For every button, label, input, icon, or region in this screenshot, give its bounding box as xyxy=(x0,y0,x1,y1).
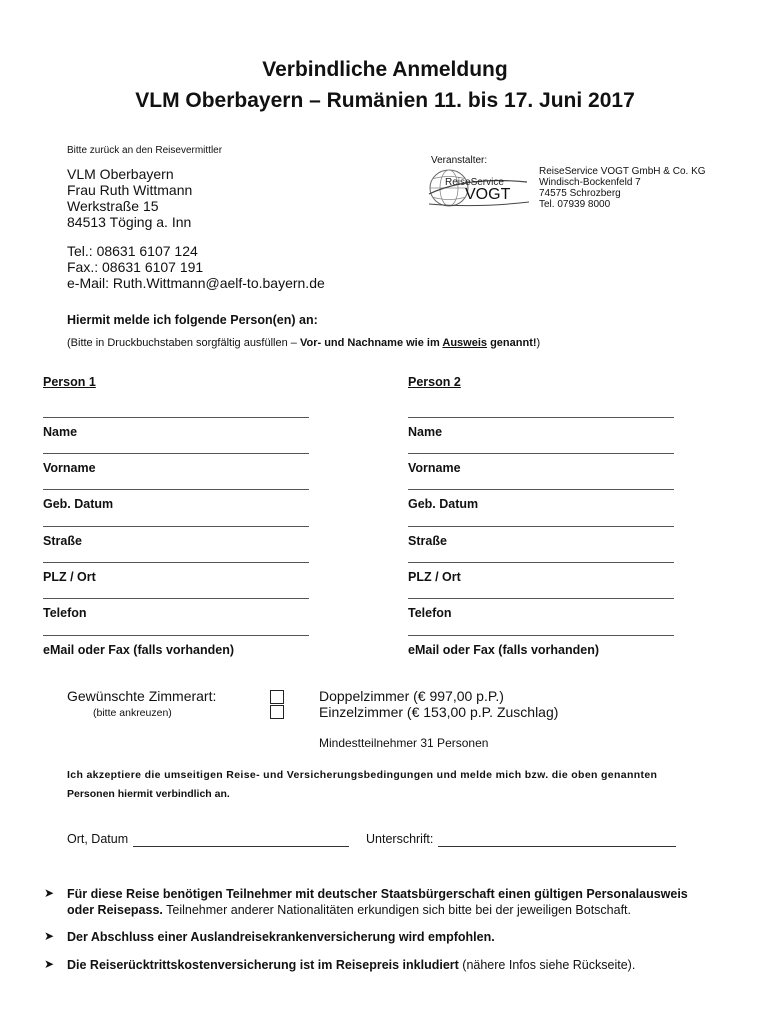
person2-email-line[interactable] xyxy=(408,635,674,636)
person2-firstname-label: Vorname xyxy=(408,461,461,475)
acceptance-line2: Personen hiermit verbindlich an. xyxy=(67,788,230,800)
person1-city-label: PLZ / Ort xyxy=(43,570,96,584)
acceptance-line1: Ich akzeptiere die umseitigen Reise- und Versicherungsbedingungen und melde mich bzw. die oben genannten xyxy=(67,769,658,781)
sender-line4: 84513 Töging a. Inn xyxy=(67,214,192,230)
note-cancellation xyxy=(67,957,635,973)
note-cancellation-bold: Die Reiserücktrittskostenversicherung ist im Reisepreis inkludiert xyxy=(67,958,459,972)
person2-birthdate-label: Geb. Datum xyxy=(408,497,479,511)
person2-email-label: eMail oder Fax (falls vorhanden) xyxy=(408,643,600,657)
arrow-bullet-icon: ➤ xyxy=(44,957,55,971)
person2-phone-line[interactable] xyxy=(408,598,674,599)
logo-text-bottom: VOGT xyxy=(465,186,511,203)
person1-email-line[interactable] xyxy=(43,635,309,636)
organizer-line1: ReiseService VOGT GmbH & Co. KG xyxy=(539,166,706,177)
note-passport-bold: oder Reisepass. xyxy=(67,903,163,917)
person2-name-label: Name xyxy=(408,425,443,439)
person2-city-line[interactable] xyxy=(408,562,674,563)
room-type-label: Gewünschte Zimmerart: xyxy=(67,688,217,704)
single-room-checkbox[interactable] xyxy=(270,705,284,719)
person1-phone-line[interactable] xyxy=(43,598,309,599)
form-subtitle: VLM Oberbayern – Rumänien 11. bis 17. Juni 2017 xyxy=(135,89,635,112)
person2-phone-label: Telefon xyxy=(408,606,452,620)
person2-birthdate-line[interactable] xyxy=(408,489,674,490)
note-cancellation-rest: (nähere Infos siehe Rückseite). xyxy=(458,958,636,972)
organizer-line2: Windisch-Bockenfeld 7 xyxy=(539,177,641,188)
return-note: Bitte zurück an den Reisevermittler xyxy=(67,145,223,156)
sender-email: e-Mail: Ruth.Wittmann@aelf-to.bayern.de xyxy=(67,275,325,291)
reiseservice-vogt-logo xyxy=(427,168,532,210)
sender-line1: VLM Oberbayern xyxy=(67,166,174,182)
organizer-label: Veranstalter: xyxy=(431,155,488,166)
person1-street-label: Straße xyxy=(43,534,82,548)
person1-birthdate-line[interactable] xyxy=(43,489,309,490)
person1-firstname-line[interactable] xyxy=(43,453,309,454)
person1-firstname-label: Vorname xyxy=(43,461,96,475)
single-room-option: Einzelzimmer (€ 153,00 p.P. Zuschlag) xyxy=(319,704,559,720)
organizer-line4: Tel. 07939 8000 xyxy=(539,199,611,210)
note-passport xyxy=(67,886,747,918)
note-passport-rest: Teilnehmer anderer Nationalitäten erkundigen sich bitte bei der jeweiligen Botschaft. xyxy=(162,903,631,917)
organizer-address xyxy=(539,166,706,210)
person2-section xyxy=(408,375,678,657)
person1-section xyxy=(43,375,313,657)
note-insurance: Der Abschluss einer Auslandreisekrankenversicherung wird empfohlen. xyxy=(67,930,495,944)
signature-field[interactable] xyxy=(438,846,676,847)
instructions xyxy=(67,337,540,349)
instructions-part1: (Bitte in Druckbuchstaben sorgfältig ausfüllen – xyxy=(67,337,300,349)
instructions-part4: genannt! xyxy=(487,337,537,349)
arrow-bullet-icon: ➤ xyxy=(44,929,55,943)
double-room-checkbox[interactable] xyxy=(270,690,284,704)
person1-email-label: eMail oder Fax (falls vorhanden) xyxy=(43,643,235,657)
sender-line2: Frau Ruth Wittmann xyxy=(67,182,193,198)
person2-city-label: PLZ / Ort xyxy=(408,570,461,584)
person1-name-line[interactable] xyxy=(43,417,309,418)
person1-birthdate-label: Geb. Datum xyxy=(43,497,114,511)
instructions-part3: Ausweis xyxy=(442,337,488,349)
signature-label: Unterschrift: xyxy=(366,832,434,846)
sender-address xyxy=(67,166,192,230)
person2-name-line[interactable] xyxy=(408,417,674,418)
person2-street-label: Straße xyxy=(408,534,447,548)
instructions-part2: Vor- und Nachname wie im xyxy=(299,337,443,349)
person1-name-label: Name xyxy=(43,425,78,439)
sender-phone: Tel.: 08631 6107 124 xyxy=(67,243,198,259)
person2-street-line[interactable] xyxy=(408,526,674,527)
note-passport-line1: Für diese Reise benötigen Teilnehmer mit deutscher Staatsbürgerschaft einen gültigen Personalausweis xyxy=(67,887,688,901)
sender-contact xyxy=(67,243,325,291)
register-heading: Hiermit melde ich folgende Person(en) an: xyxy=(67,313,318,327)
minimum-participants: Mindestteilnehmer 31 Personen xyxy=(319,736,489,750)
person1-street-line[interactable] xyxy=(43,526,309,527)
form-title: Verbindliche Anmeldung xyxy=(262,58,508,81)
sender-fax: Fax.: 08631 6107 191 xyxy=(67,259,204,275)
double-room-option: Doppelzimmer (€ 997,00 p.P.) xyxy=(319,688,504,704)
organizer-line3: 74575 Schrozberg xyxy=(539,188,621,199)
arrow-bullet-icon: ➤ xyxy=(44,886,55,900)
person1-city-line[interactable] xyxy=(43,562,309,563)
logo-text-top: ReiseService xyxy=(445,177,504,188)
place-date-field[interactable] xyxy=(133,846,349,847)
instructions-part5: ) xyxy=(536,337,541,349)
person1-heading: Person 1 xyxy=(43,375,96,389)
person1-phone-label: Telefon xyxy=(43,606,87,620)
person2-heading: Person 2 xyxy=(408,375,461,389)
person2-firstname-line[interactable] xyxy=(408,453,674,454)
place-date-label: Ort, Datum xyxy=(67,832,129,846)
sender-line3: Werkstraße 15 xyxy=(67,198,159,214)
room-type-hint: (bitte ankreuzen) xyxy=(93,707,172,719)
